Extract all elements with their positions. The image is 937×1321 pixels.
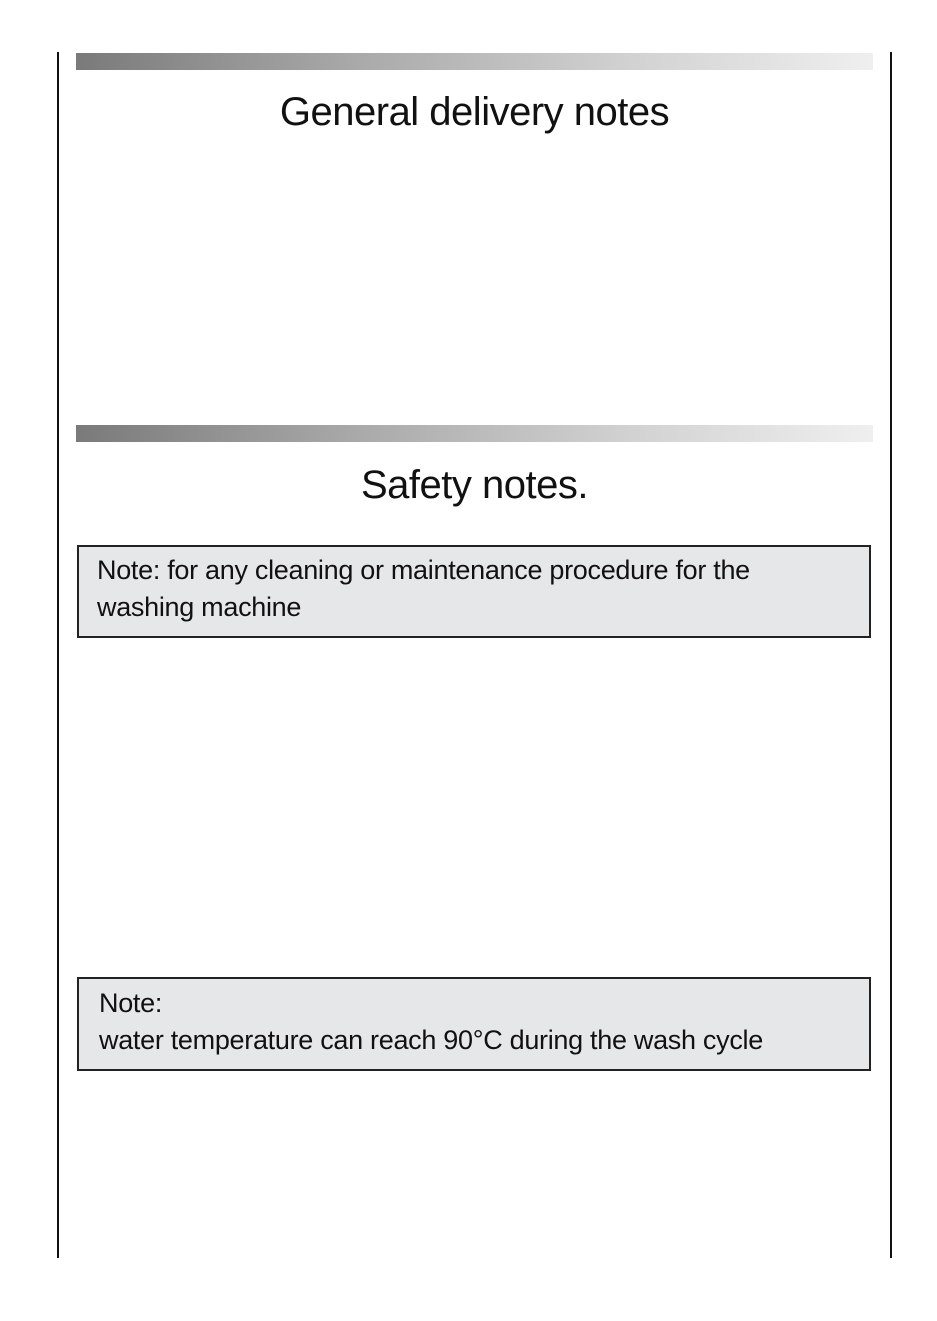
note-text-line: water temperature can reach 90°C during the wash cycle (99, 1025, 763, 1055)
note-box-cleaning (77, 545, 871, 638)
page-border-left (57, 52, 59, 1258)
section-divider-bar (76, 425, 873, 442)
note-text-line: Note: for any cleaning or maintenance procedure for the (97, 555, 750, 585)
section-title-safety: Safety notes. (361, 463, 588, 507)
note-text-line: Note: (99, 988, 163, 1018)
page-border-right (890, 52, 892, 1258)
section-title-general-delivery: General delivery notes (279, 90, 670, 134)
section-divider-bar (76, 53, 873, 70)
note-text-line: washing machine (97, 592, 302, 622)
note-box-temperature (77, 977, 871, 1071)
